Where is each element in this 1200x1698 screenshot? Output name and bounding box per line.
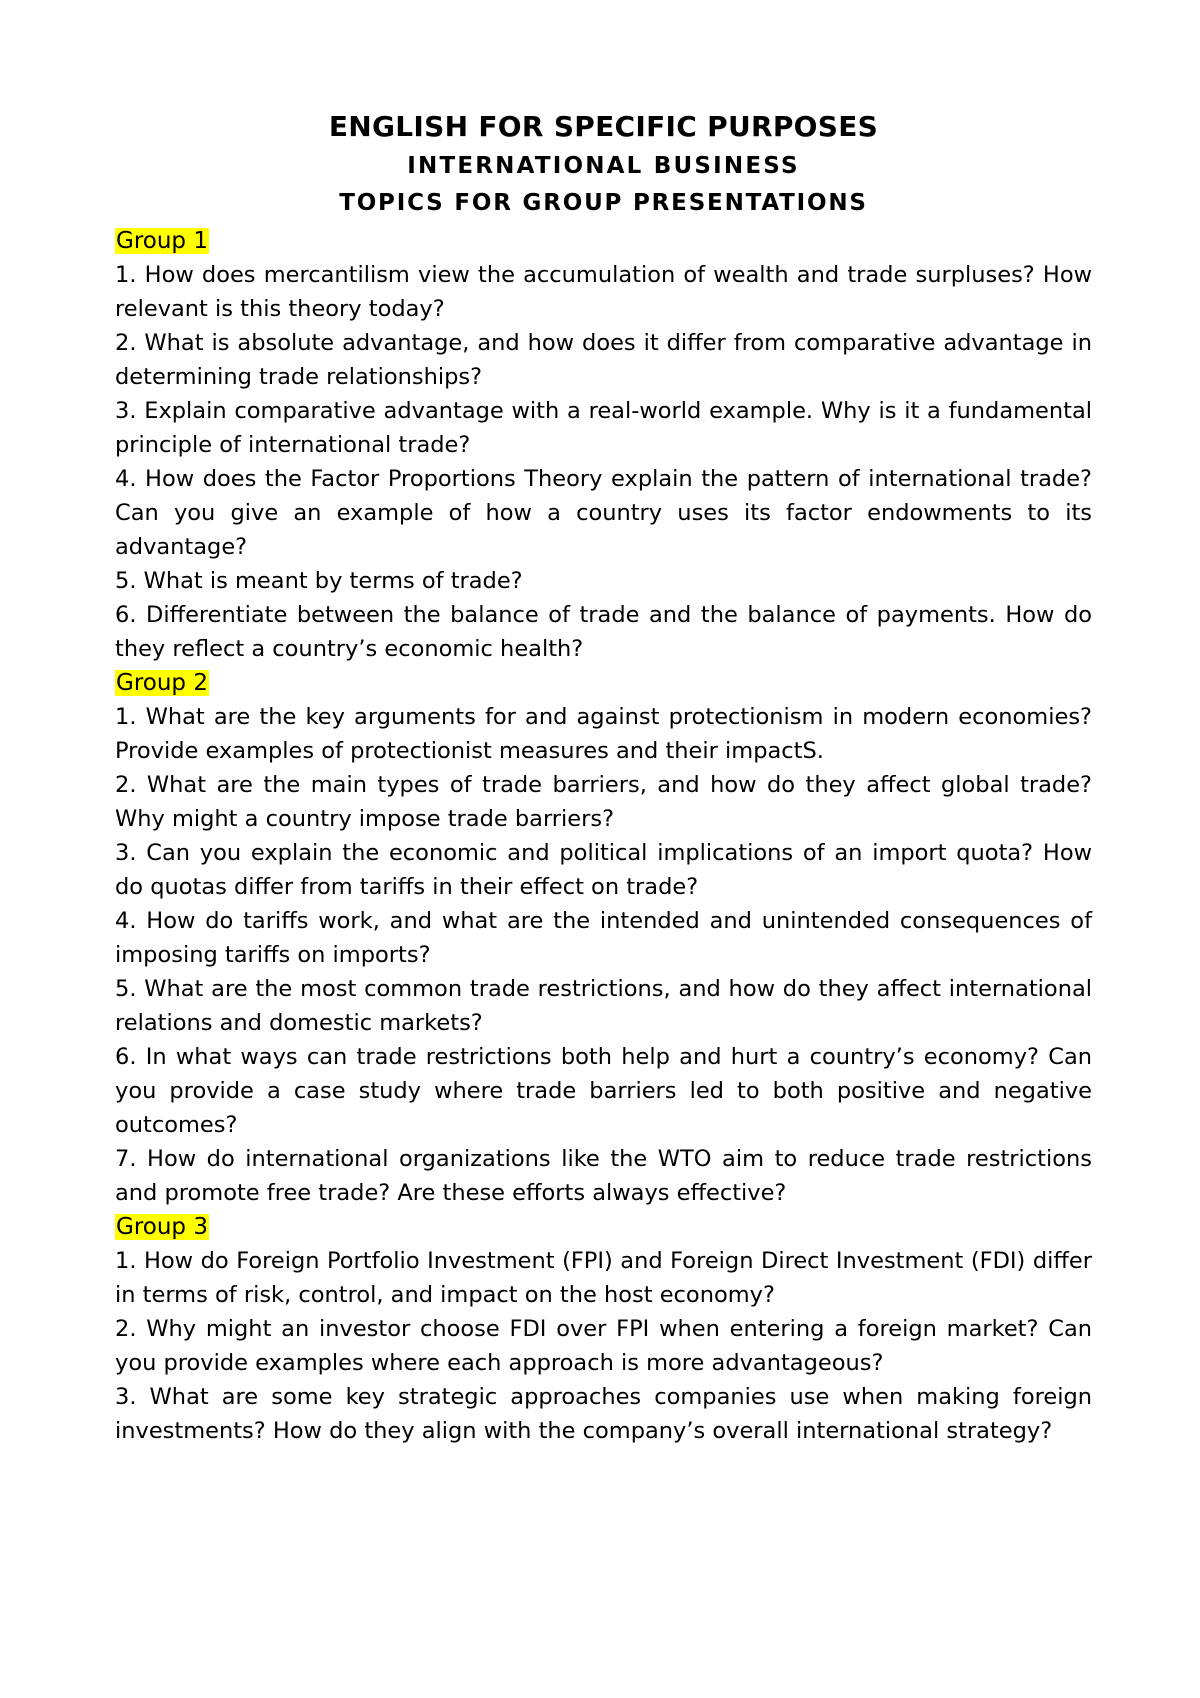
document-heading: TOPICS FOR GROUP PRESENTATIONS <box>339 190 868 216</box>
document-page <box>115 108 1092 1448</box>
question-item: 7. How do international organizations like the WTO aim to reduce trade restrictions and promote free trade? Are these efforts always effective? <box>115 1146 1092 1206</box>
question-item: 1. How does mercantilism view the accumulation of wealth and trade surpluses? How relevant is this theory today? <box>115 262 1092 322</box>
group-heading <box>115 224 1092 258</box>
group-label: Group 1 <box>116 228 208 254</box>
question-item: 3. Explain comparative advantage with a real-world example. Why is it a fundamental principle of international trade? <box>115 398 1092 458</box>
group-section-2 <box>115 666 1092 1210</box>
group-label: Group 2 <box>116 670 208 696</box>
group-section-3 <box>115 1210 1092 1448</box>
question-item: 2. What is absolute advantage, and how does it differ from comparative advantage in determining trade relationships? <box>115 330 1092 390</box>
question-item: 5. What is meant by terms of trade? <box>115 568 523 594</box>
question-item: 2. Why might an investor choose FDI over FPI when entering a foreign market? Can you provide examples where each approach is more advantageous? <box>115 1316 1092 1376</box>
question-item: 3. Can you explain the economic and political implications of an import quota? How do quotas differ from tariffs in their effect on trade? <box>115 840 1092 900</box>
document-subtitle: INTERNATIONAL BUSINESS <box>407 153 800 179</box>
question-item: 1. What are the key arguments for and against protectionism in modern economies? Provide examples of protectionist measures and their impactS. <box>115 704 1092 764</box>
question-item: 1. How do Foreign Portfolio Investment (FPI) and Foreign Direct Investment (FDI) differ in terms of risk, control, and impact on the host economy? <box>115 1248 1092 1308</box>
question-item: 4. How do tariffs work, and what are the intended and unintended consequences of imposing tariffs on imports? <box>115 908 1092 968</box>
question-item: 3. What are some key strategic approaches companies use when making foreign investments? How do they align with the company’s overall international strategy? <box>115 1384 1092 1444</box>
question-item: 2. What are the main types of trade barriers, and how do they affect global trade? Why might a country impose trade barriers? <box>115 772 1092 832</box>
question-item: 4. How does the Factor Proportions Theory explain the pattern of international trade? Can you give an example of how a country uses its factor endowments to its advantage? <box>115 466 1092 560</box>
group-label: Group 3 <box>116 1214 208 1240</box>
question-item: 6. In what ways can trade restrictions both help and hurt a country’s economy? Can you provide a case study where trade barriers led to both positive and negative outcomes? <box>115 1044 1092 1138</box>
group-section-1 <box>115 224 1092 666</box>
group-heading <box>115 666 1092 700</box>
group-heading <box>115 1210 1092 1244</box>
document-title: ENGLISH FOR SPECIFIC PURPOSES <box>328 110 879 143</box>
question-item: 5. What are the most common trade restrictions, and how do they affect international relations and domestic markets? <box>115 976 1092 1036</box>
question-item: 6. Differentiate between the balance of trade and the balance of payments. How do they reflect a country’s economic health? <box>115 602 1092 662</box>
